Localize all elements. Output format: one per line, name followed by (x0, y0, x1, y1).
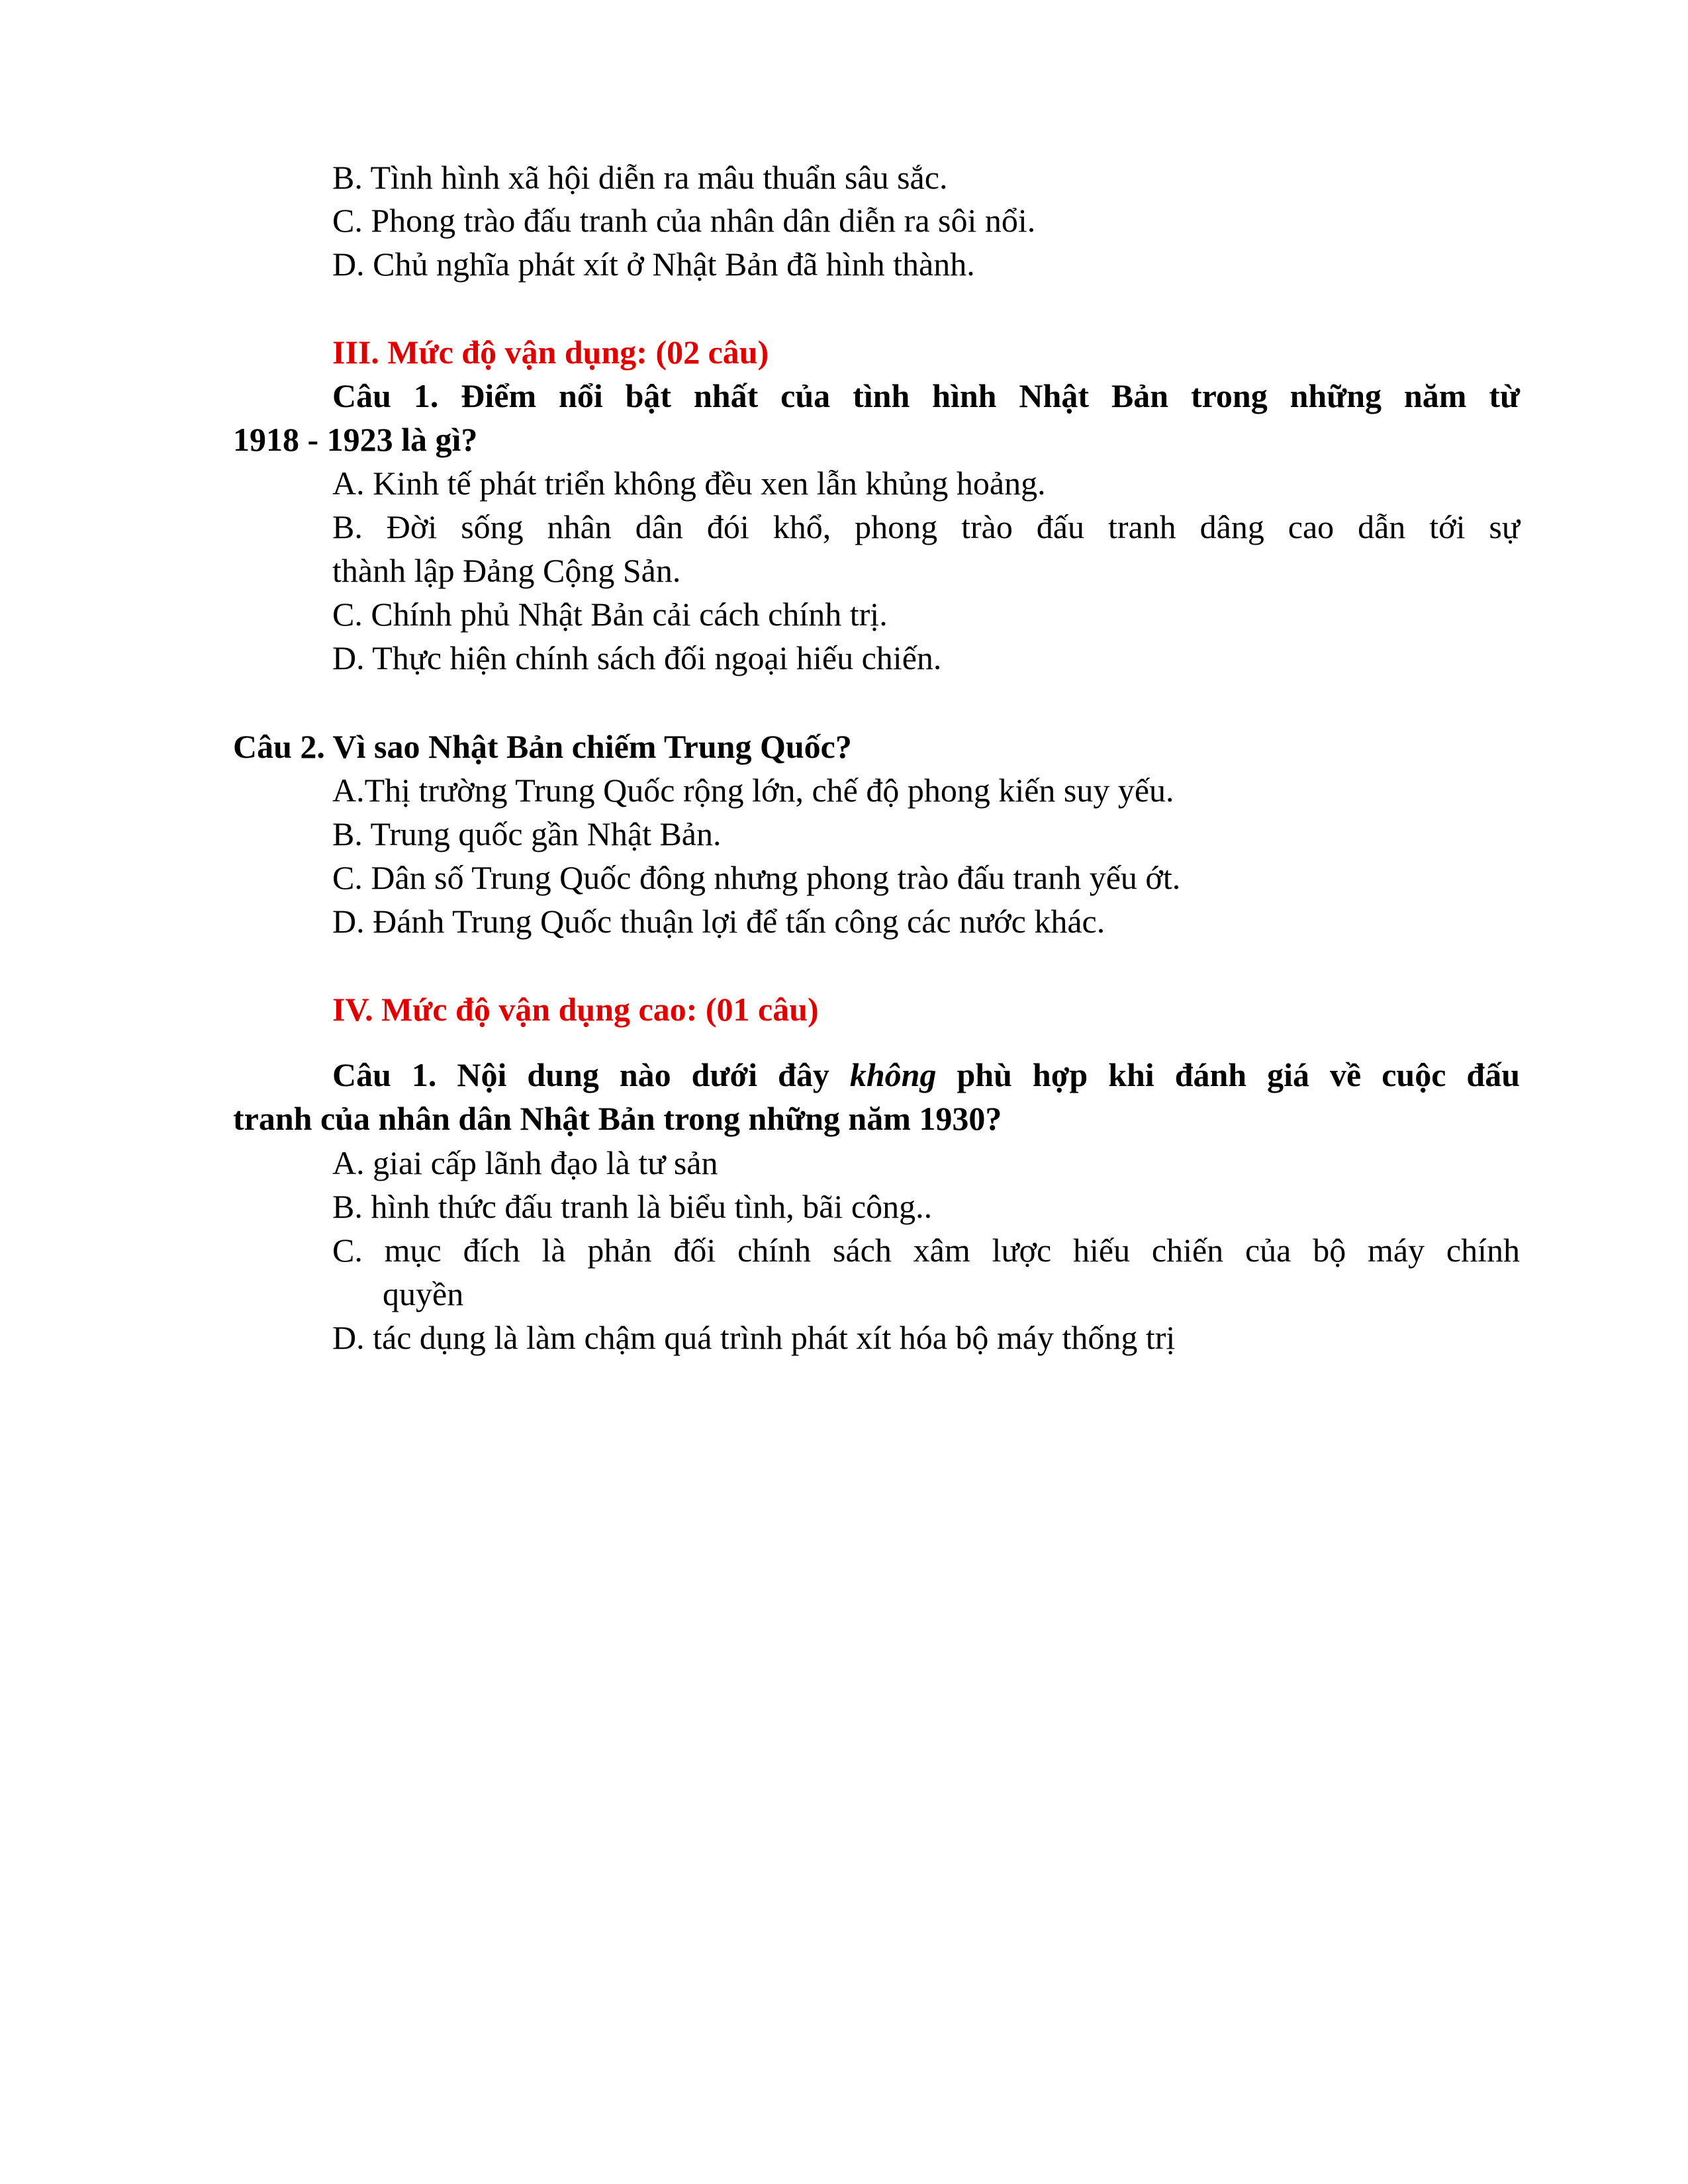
question-text: Câu 2. Vì sao Nhật Bản chiếm Trung Quốc? (233, 728, 852, 765)
option-a: A. Kinh tế phát triển không đều xen lẫn khủng hoảng. (332, 465, 1046, 502)
option-c: C. Dân số Trung Quốc đông nhưng phong trào đấu tranh yếu ớt. (332, 859, 1181, 896)
question-text: Câu 1. Điểm nổi bật nhất của tình hình Nhật Bản trong những năm từ (332, 377, 1520, 414)
section-heading-iv: IV. Mức độ vận dụng cao: (01 câu) (332, 991, 819, 1028)
option-b: B. Đời sống nhân dân đói khổ, phong trào đấu tranh dâng cao dẫn tới sự (332, 508, 1520, 545)
question-emphasis: không (849, 1056, 937, 1093)
option-b: B. Tình hình xã hội diễn ra mâu thuẩn sâu sắc. (332, 159, 948, 196)
question-text-continued: tranh của nhân dân Nhật Bản trong những năm 1930? (233, 1100, 1002, 1137)
question-text-part1: Câu 1. Nội dung nào dưới đây (332, 1056, 850, 1093)
option-d: D. Đánh Trung Quốc thuận lợi để tấn công các nước khác. (332, 903, 1105, 940)
option-d: D. Chủ nghĩa phát xít ở Nhật Bản đã hình thành. (332, 246, 975, 283)
question-text-continued: 1918 - 1923 là gì? (233, 421, 478, 458)
option-a: A. giai cấp lãnh đạo là tư sản (332, 1144, 718, 1181)
option-d: D. Thực hiện chính sách đối ngoại hiếu chiến. (332, 639, 942, 676)
question-text-part2: phù hợp khi đánh giá về cuộc đấu (936, 1056, 1521, 1093)
option-c-continued: quyền (383, 1275, 464, 1312)
option-c: C. mục đích là phản đối chính sách xâm lược hiếu chiến của bộ máy chính (332, 1232, 1520, 1269)
option-a: A.Thị trường Trung Quốc rộng lớn, chế độ phong kiến suy yếu. (332, 772, 1174, 809)
option-c: C. Phong trào đấu tranh của nhân dân diễn ra sôi nổi. (332, 202, 1036, 239)
section-heading-iii: III. Mức độ vận dụng: (02 câu) (332, 334, 769, 371)
question-text (332, 1053, 1520, 1097)
option-c: C. Chính phủ Nhật Bản cải cách chính trị. (332, 596, 888, 633)
option-d: D. tác dụng là làm chậm quá trình phát xít hóa bộ máy thống trị (332, 1319, 1176, 1356)
option-b: B. hình thức đấu tranh là biểu tình, bãi công.. (332, 1188, 933, 1225)
option-b-continued: thành lập Đảng Cộng Sản. (332, 552, 681, 589)
option-b: B. Trung quốc gần Nhật Bản. (332, 815, 722, 852)
